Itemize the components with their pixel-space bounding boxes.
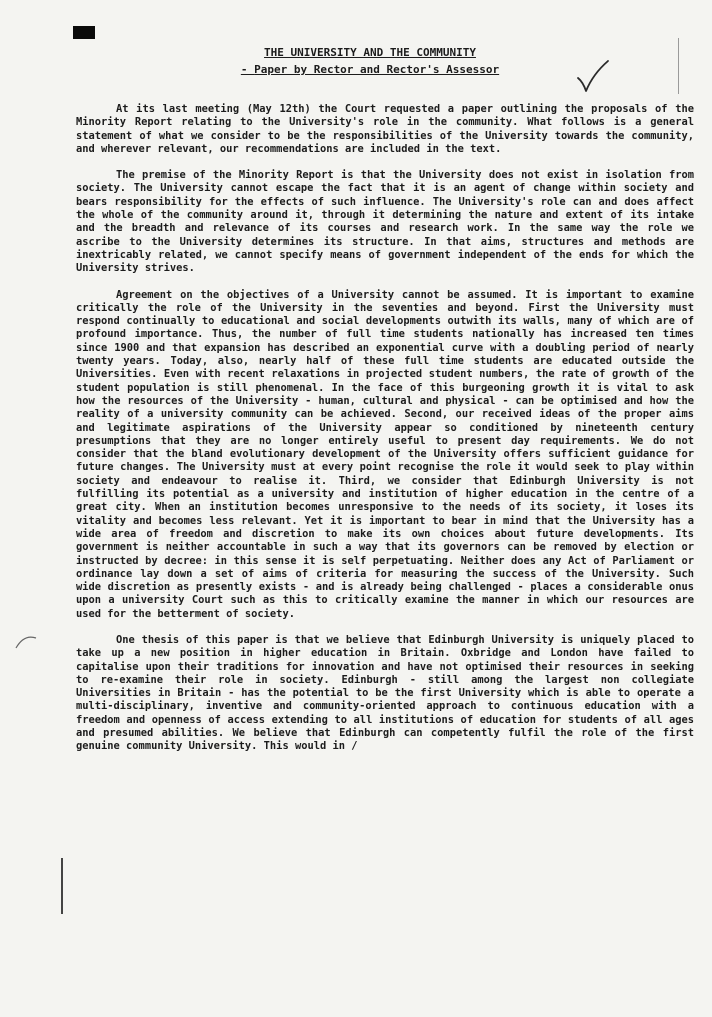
paragraph-1: At its last meeting (May 12th) the Court requested a paper outlining the proposals of the Minority Report relating to the University's role in the community. What follows is a general statement of what we consider to be the responsibilities of the University towards the community, and wherever relevant, our recommendations are included in the text. [76,103,694,155]
subtitle-text: Paper by Rector and Rector's Assessor [254,63,500,76]
margin-arc-stroke [16,637,36,648]
checkmark-icon [575,58,611,94]
margin-arc-mark [14,632,38,650]
document-title: THE UNIVERSITY AND THE COMMUNITY [264,46,476,59]
paragraph-2: The premise of the Minority Report is that the University does not exist in isolation from society. The University cannot escape the fact that it is an agent of change within society and bears responsibility for the effects of such influence. The University's role can and does affect the whole of the community around it, through it determining the nature and extent of its intake and the breadth and relevance of its courses and research work. In the same way the role we ascribe to the University determines its structure. In that aims, structures and methods are inextricably related, we cannot specify means of government independent of the ends for which the University strives. [76,169,694,275]
subtitle-dash: - [240,63,255,76]
document-body [76,101,694,767]
paragraph-4: One thesis of this paper is that we believe that Edinburgh University is uniquely placed to take up a new position in higher education in Britain. Oxbridge and London have failed to capitalise upon their traditions for innovation and have not optimised their resources in seeking to re-examine their role in society. Edinburgh - still among the largest non collegiate Universities in Britain - has the potential to be the first University which is able to operate a multi-disciplinary, inventive and community-oriented approach to continuous education with a freedom and openness of access extending to all institutions of education for students of all ages and presumed abilities. We believe that Edinburgh can competently fulfil the role of the first genuine community University. This would in / [76,633,694,753]
redaction-block [73,26,95,39]
checkmark-stroke [578,61,608,91]
paragraph-3: Agreement on the objectives of a University cannot be assumed. It is important to examine critically the role of the University in the seventies and beyond. First the University must respond continually to educational and social developments outwith its walls, many of which are of profound importance. Thus, the number of full time students nationally has increased ten times since 1900 and that expansion has described an exponential curve with a doubling period of nearly twenty years. Today, also, nearly half of these full time students are educated outside the Universities. Even with recent relaxations in projected student numbers, the rate of growth of the student population is still phenomenal. In the face of this burgeoning growth it is vital to ask how the resources of the University - human, cultural and physical - can be optimised and how the reality of a university community can be achieved. Second, our received ideas of the proper aims and legitimate aspirations of the University appear so conditioned by nineteenth century presumptions that they are no longer entirely useful to present day requirements. We do not consider that the bland evolutionary development of the University offers sufficient guidance for future changes. The University must at every point recognise the role it would seek to play within society and endeavour to realise it. Third, we consider that Edinburgh University is not fulfilling its potential as a university and institution of higher education in the centre of a great city. When an institution becomes unresponsive to the needs of its society, it loses its vitality and becomes less relevant. Yet it is important to bear in mind that the University has a wide area of freedom and discretion to make its own choices about future developments. Its government is neither accountable in such a way that its governors can be removed by election or instructed by decree: in this sense it is self perpetuating. Neither does any Act of Parliament or ordinance lay down a set of aims of criteria for measuring the success of the University. Such wide discretion as presently exists - and is already being challenged - places a considerable onus upon a university Court such as this to critically examine the manner in which our resources are used for the betterment of society. [76,288,694,620]
margin-side-bar [61,858,63,914]
